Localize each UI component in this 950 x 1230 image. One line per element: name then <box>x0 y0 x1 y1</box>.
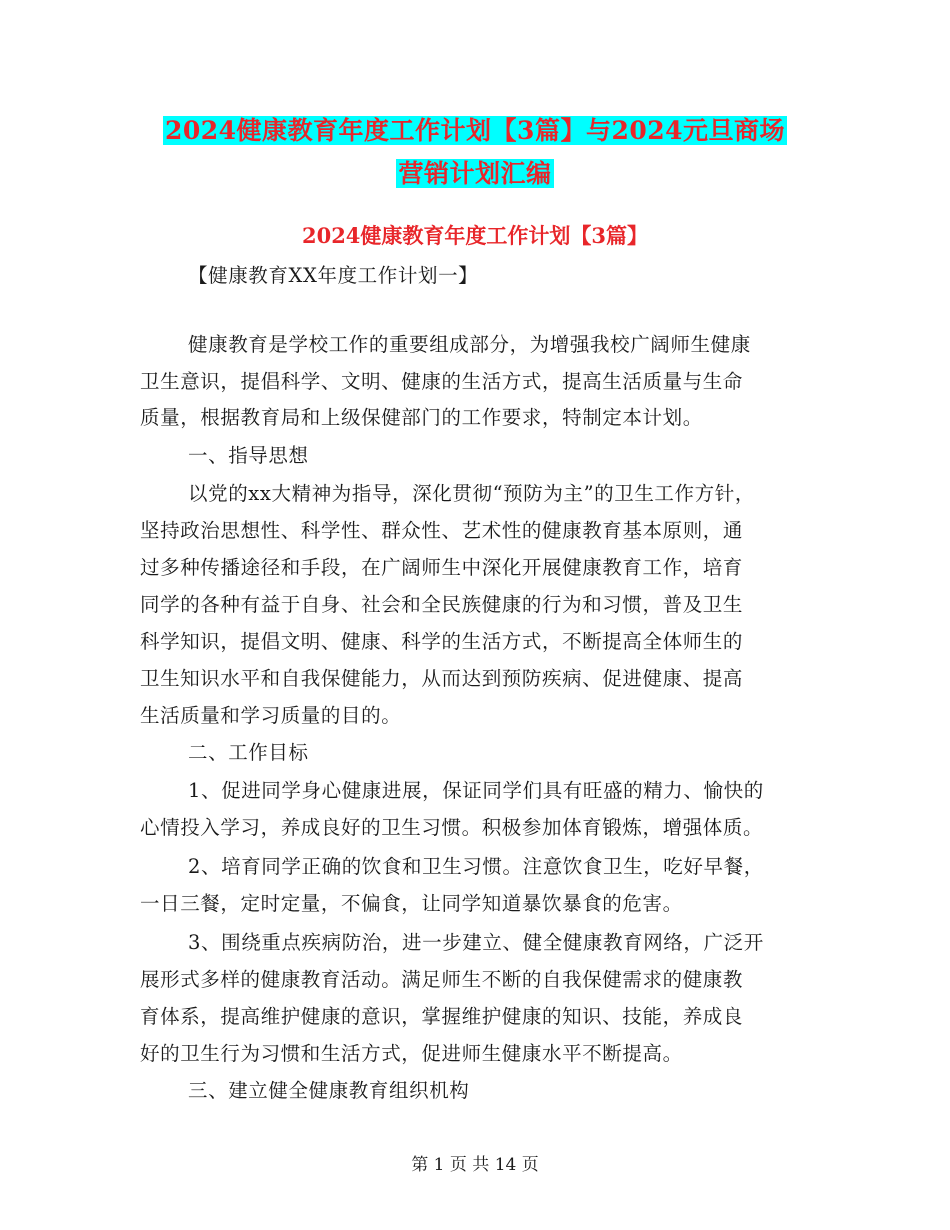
body-line: 以党的xx大精神为指导，深化贯彻“预防为主”的卫生工作方针， <box>188 482 755 505</box>
section-heading: 二、工作目标 <box>188 741 309 764</box>
body-line: 2、培育同学正确的饮食和卫生习惯。注意饮食卫生，吃好早餐， <box>188 855 764 878</box>
section-title: 2024健康教育年度工作计划【3篇】 <box>301 223 649 248</box>
body-line: 质量，根据教育局和上级保健部门的工作要求，特制定本计划。 <box>140 406 703 429</box>
section-heading: 三、建立健全健康教育组织机构 <box>188 1079 470 1102</box>
body-line: 一日三餐，定时定量，不偏食，让同学知道暴饮暴食的危害。 <box>140 892 683 915</box>
document-title-line-2: 营销计划汇编 <box>398 159 552 188</box>
section-heading: 【健康教育XX年度工作计划一】 <box>188 264 479 287</box>
body-line: 心情投入学习，养成良好的卫生习惯。积极参加体育锻炼，增强体质。 <box>140 816 764 839</box>
body-line: 3、围绕重点疾病防治，进一步建立、健全健康教育网络，广泛开 <box>188 931 764 954</box>
body-line: 生活质量和学习质量的目的。 <box>140 704 402 727</box>
body-line: 展形式多样的健康教育活动。满足师生不断的自我保健需求的健康教 <box>140 968 744 991</box>
body-line: 同学的各种有益于自身、社会和全民族健康的行为和习惯，普及卫生 <box>140 593 744 616</box>
body-line: 过多种传播途径和手段，在广阔师生中深化开展健康教育工作，培育 <box>140 556 744 579</box>
document-title-line-1: 2024健康教育年度工作计划【3篇】与2024元旦商场 <box>164 116 786 145</box>
body-line: 卫生意识，提倡科学、文明、健康的生活方式，提高生活质量与生命 <box>140 370 744 393</box>
page-number-footer: 第 1 页 共 14 页 <box>411 1155 539 1175</box>
section-heading: 一、指导思想 <box>188 444 309 467</box>
body-line: 育体系，提高维护健康的意识，掌握维护健康的知识、技能，养成良 <box>140 1005 744 1028</box>
body-line: 坚持政治思想性、科学性、群众性、艺术性的健康教育基本原则，通 <box>140 519 744 542</box>
body-line: 好的卫生行为习惯和生活方式，促进师生健康水平不断提高。 <box>140 1042 683 1065</box>
body-line: 1、促进同学身心健康进展，保证同学们具有旺盛的精力、愉快的 <box>188 779 764 802</box>
body-line: 卫生知识水平和自我保健能力，从而达到预防疾病、促进健康、提高 <box>140 667 744 690</box>
body-line: 科学知识，提倡文明、健康、科学的生活方式，不断提高全体师生的 <box>140 630 744 653</box>
body-line: 健康教育是学校工作的重要组成部分，为增强我校广阔师生健康 <box>188 333 751 356</box>
